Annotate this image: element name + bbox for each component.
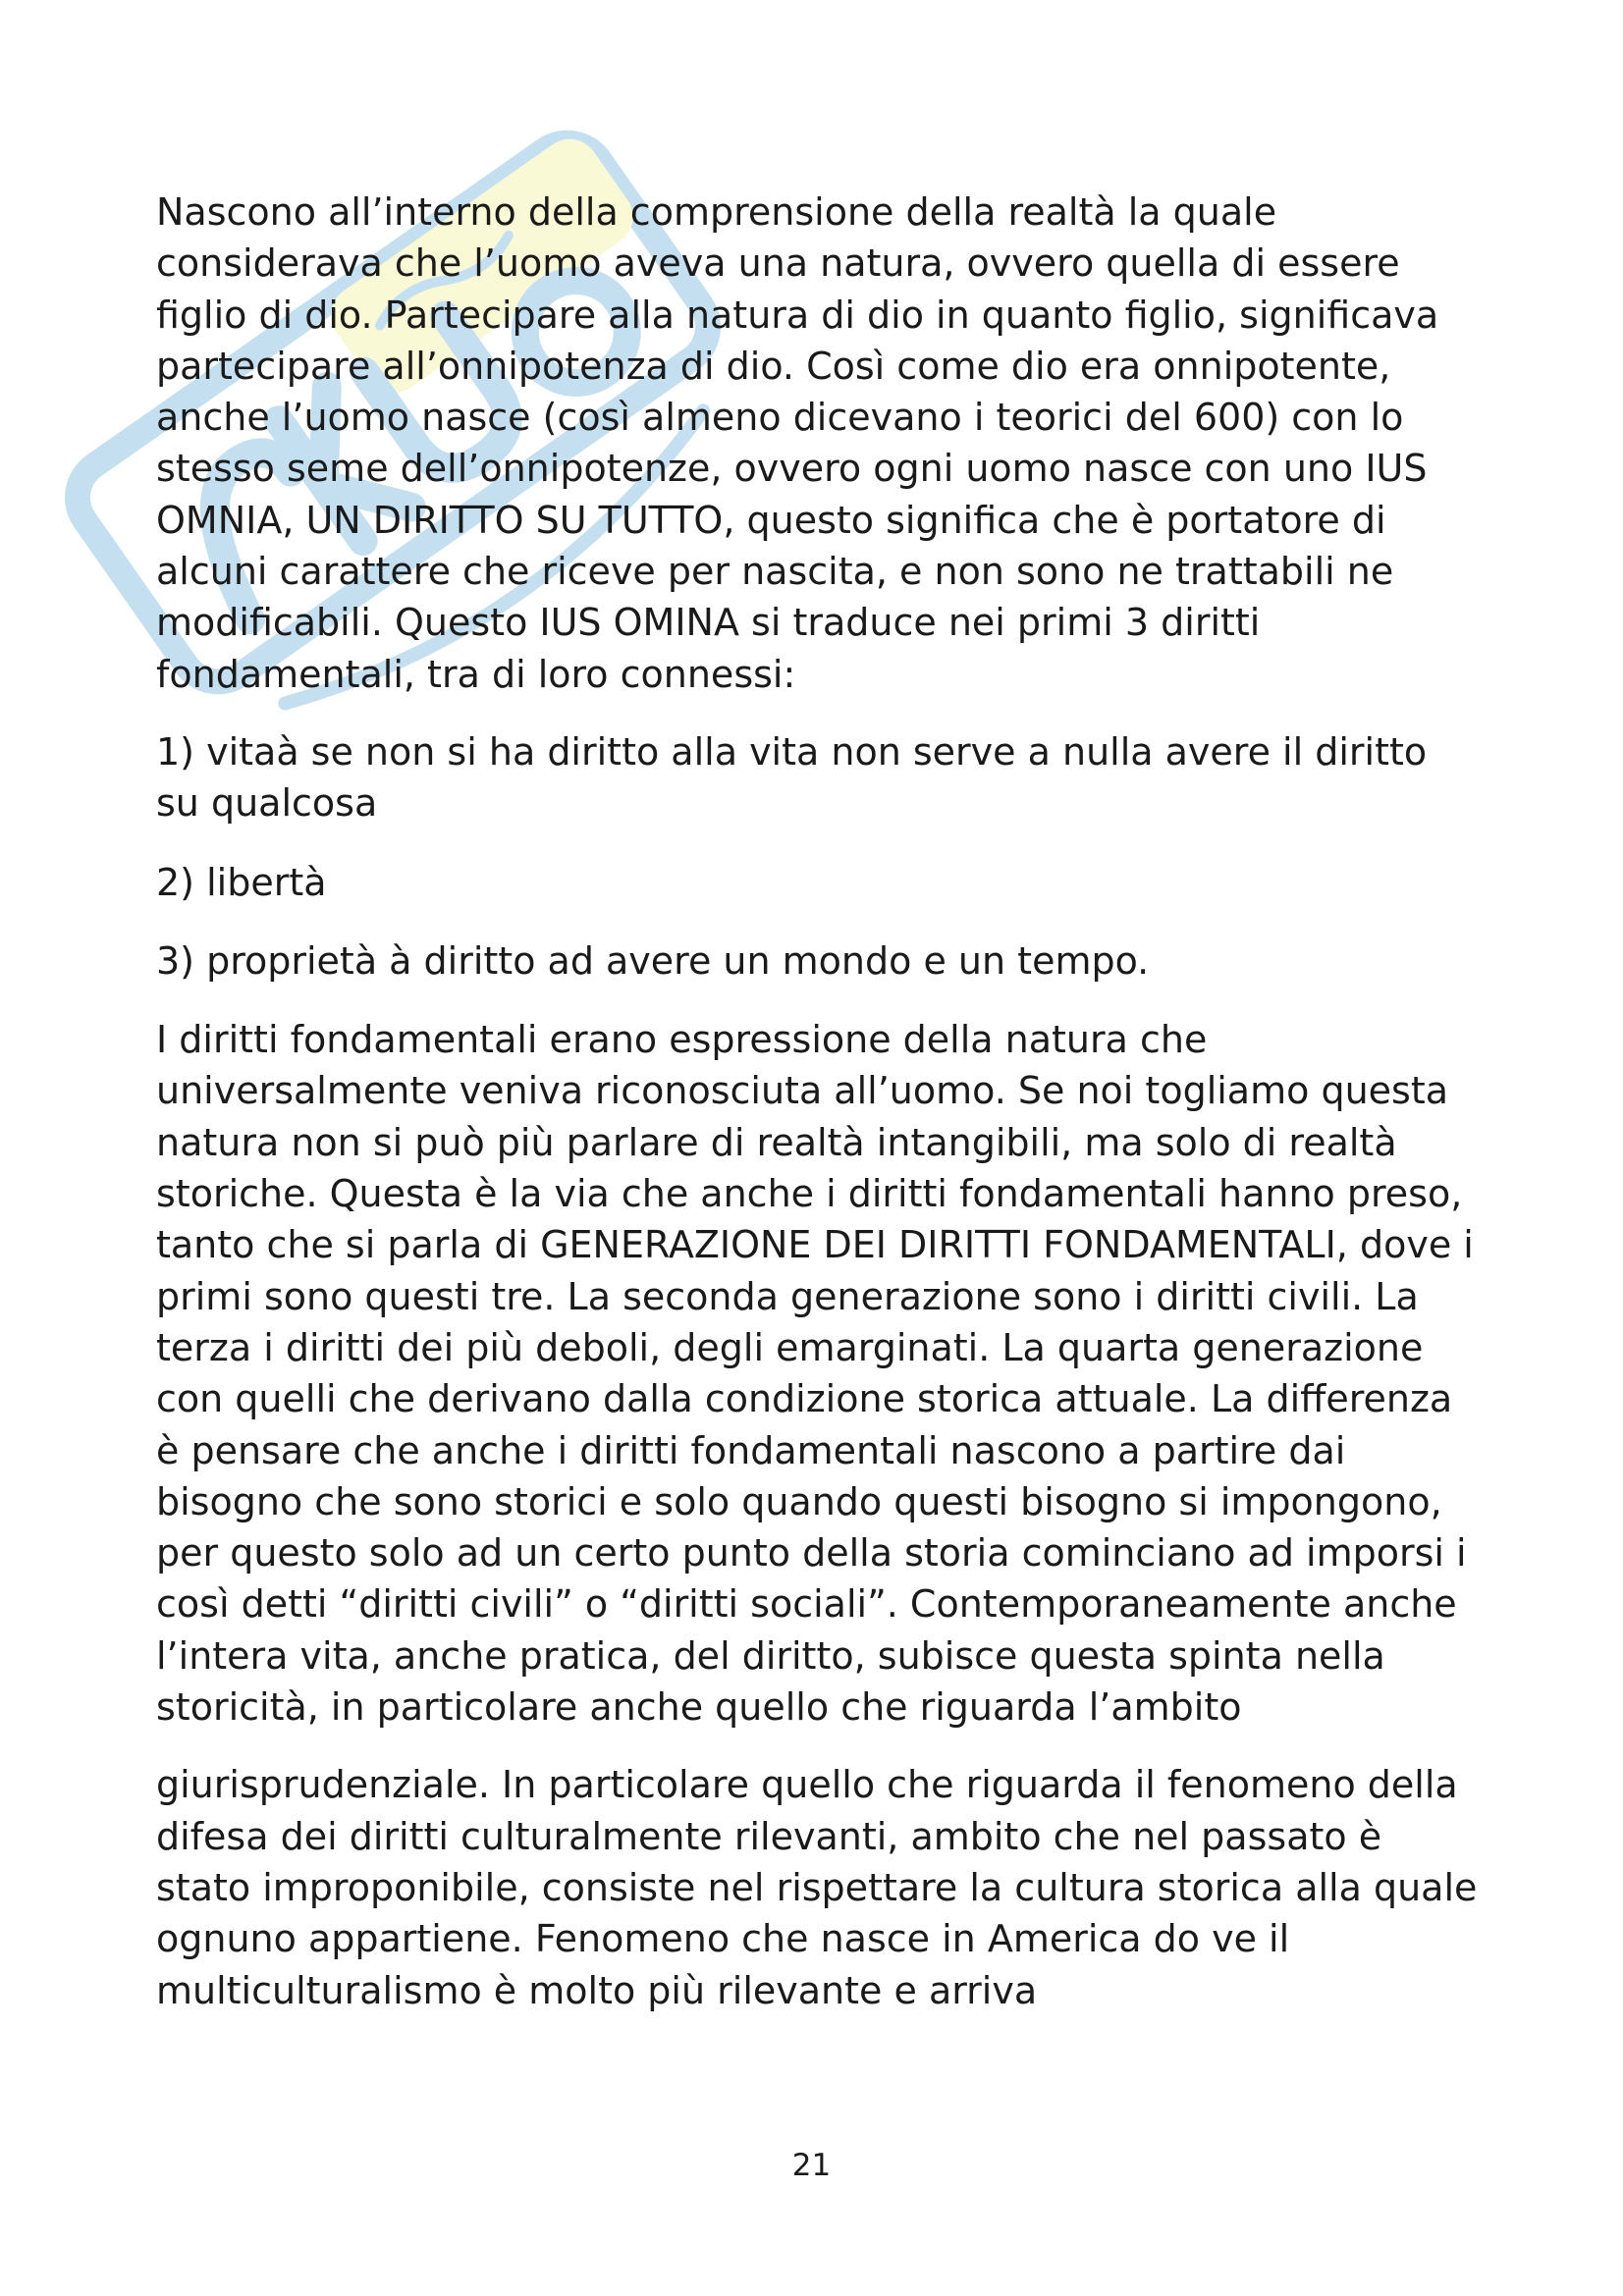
paragraph-ius-omnia: Nascono all’interno della comprensione della realtà la quale considerava che l’uomo aveva una natura, ovvero quella di essere figlio di dio. Partecipare alla natura di dio in quanto figlio, significava partecipare all’onnipotenza di dio. Così come dio era onnipotente, anche l’uomo nasce (così almeno dicevano i teorici del 600) con lo stesso seme dell’onnipotenze, ovvero ogni uomo nasce con uno IUS OMNIA, UN DIRITTO SU TUTTO, questo significa che è portatore di alcuni carattere che riceve per nascita, e non sono ne trattabili ne modificabili. Questo IUS OMINA si traduce nei primi 3 diritti fondamentali, tra di loro connessi:: [156, 190, 1439, 696]
paragraph-jurisprudence: giurisprudenziale. In particolare quello che riguarda il fenomeno della difesa dei diritti culturalmente rilevanti, ambito che nel passato è stato improponibile, consiste nel rispettare la cultura storica alla quale ognuno appartiene. Fenomeno che nasce in America do ve il multiculturalismo è molto più rilevante e arriva: [156, 1763, 1478, 2012]
list-item-life: 1) vitaà se non si ha diritto alla vita non serve a nulla avere il diritto su qualcosa: [156, 729, 1428, 826]
paragraph-fundamental-rights: I diritti fondamentali erano espressione della natura che universalmente veniva riconosciuta all’uomo. Se noi togliamo questa natura non si può più parlare di realtà intangibili, ma solo di realtà storiche. Questa è la via che anche i diritti fondamentali hanno preso, tanto che si parla di GENERAZIONE DEI DIRITTI FONDAMENTALI, dove i primi sono questi tre. La seconda generazione sono i diritti civili. La terza i diritti dei più deboli, degli emarginati. La quarta generazione con quelli che derivano dalla condizione storica attuale. La differenza è pensare che anche i diritti fondamentali nascono a partire dai bisogno che sono storici e solo quando questi bisogno si impongono, per questo solo ad un certo punto della storia cominciano ad imporsi i così detti “diritti civili” o “diritti sociali”. Contemporaneamente anche l’intera vita, anche pratica, del diritto, subisce questa spinta nella storicità, in particolare anche quello che riguarda l’ambito: [156, 1018, 1474, 1730]
list-item-freedom: 2) libertà: [156, 860, 327, 904]
page-number: 21: [791, 2148, 832, 2183]
page-body: [156, 187, 1482, 2043]
list-item-property: 3) proprietà à diritto ad avere un mondo e un tempo.: [156, 938, 1150, 983]
